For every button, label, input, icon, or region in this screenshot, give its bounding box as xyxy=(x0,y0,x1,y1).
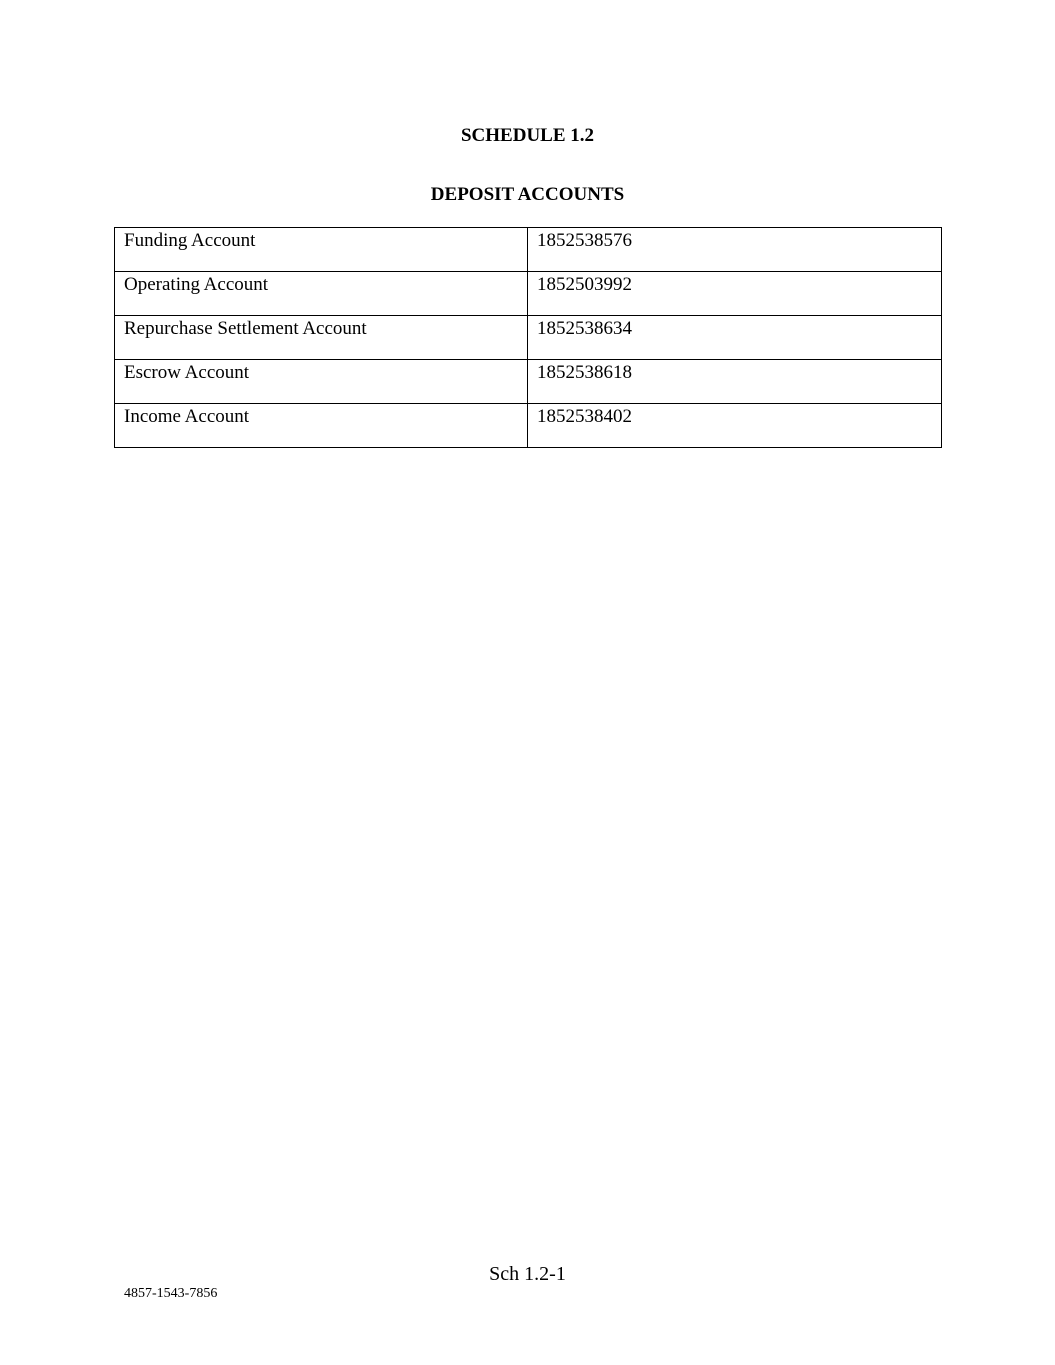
table-row xyxy=(115,360,942,404)
account-name-cell: Operating Account xyxy=(115,272,528,316)
table-row xyxy=(115,316,942,360)
page-number: Sch 1.2-1 xyxy=(489,1263,566,1285)
account-name-cell: Income Account xyxy=(115,404,528,448)
table-row xyxy=(115,228,942,272)
account-number-cell: 1852538634 xyxy=(528,316,942,360)
table-row xyxy=(115,272,942,316)
document-id: 4857-1543-7856 xyxy=(124,1286,218,1301)
section-title: DEPOSIT ACCOUNTS xyxy=(430,184,625,205)
account-name-cell: Funding Account xyxy=(115,228,528,272)
account-number-cell: 1852503992 xyxy=(528,272,942,316)
schedule-title: SCHEDULE 1.2 xyxy=(460,125,595,146)
account-name-cell: Escrow Account xyxy=(115,360,528,404)
account-name-cell: Repurchase Settlement Account xyxy=(115,316,528,360)
table-row xyxy=(115,404,942,448)
account-number-cell: 1852538576 xyxy=(528,228,942,272)
account-number-cell: 1852538402 xyxy=(528,404,942,448)
account-number-cell: 1852538618 xyxy=(528,360,942,404)
deposit-accounts-table xyxy=(114,227,942,448)
